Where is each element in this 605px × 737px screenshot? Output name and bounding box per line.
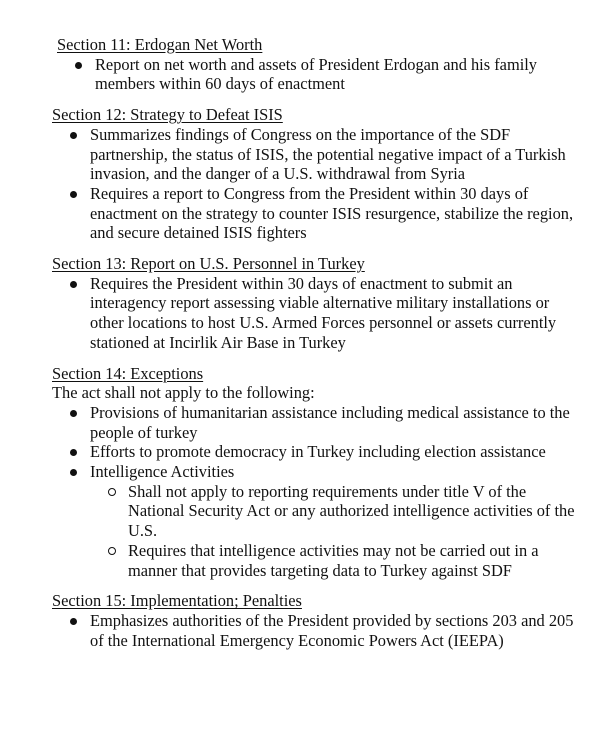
bullet-list bbox=[57, 55, 585, 94]
section-heading: Section 12: Strategy to Defeat ISIS bbox=[52, 105, 283, 125]
bullet-icon bbox=[70, 618, 77, 625]
list-item bbox=[90, 462, 585, 580]
sub-list-item-text: Requires that intelligence activities may not be carried out in a manner that provides targeting data to Turkey against SDF bbox=[128, 540, 539, 580]
section-15 bbox=[0, 591, 605, 650]
sub-bullet-list bbox=[90, 482, 585, 581]
list-item bbox=[90, 611, 585, 650]
document-page bbox=[0, 35, 605, 650]
list-item-text: Requires the President within 30 days of enactment to submit an interagency report assessing viable alternative military installations or other locations to host U.S. Armed Forces personnel or assets currently stationed at Incirlik Air Base in Turkey bbox=[90, 273, 557, 352]
bullet-list bbox=[52, 611, 585, 650]
list-item bbox=[90, 442, 585, 462]
list-item-text: Efforts to promote democracy in Turkey including election assistance bbox=[90, 442, 546, 462]
list-item-text: Report on net worth and assets of President Erdogan and his family members within 60 days of enactment bbox=[95, 54, 538, 94]
list-item bbox=[90, 125, 585, 184]
bullet-list bbox=[52, 274, 585, 353]
sub-list-item bbox=[128, 541, 585, 580]
bullet-icon bbox=[70, 191, 77, 198]
section-heading: Section 15: Implementation; Penalties bbox=[52, 591, 302, 611]
bullet-list bbox=[52, 403, 585, 580]
bullet-icon bbox=[70, 132, 77, 139]
bullet-icon bbox=[70, 410, 77, 417]
list-item bbox=[95, 55, 585, 94]
list-item bbox=[90, 274, 585, 353]
sub-list-item-text: Shall not apply to reporting requirements under title V of the National Security Act or any authorized intelligence activities of the U.S. bbox=[128, 481, 575, 541]
list-item-text: Requires a report to Congress from the President within 30 days of enactment on the strategy to counter ISIS resurgence, stabilize the region, and secure detained ISIS fighters bbox=[90, 183, 574, 243]
section-12 bbox=[0, 105, 605, 243]
bullet-icon bbox=[70, 449, 77, 456]
bullet-icon bbox=[70, 469, 77, 476]
list-item bbox=[90, 184, 585, 243]
bullet-icon bbox=[75, 62, 82, 69]
section-13 bbox=[0, 254, 605, 353]
section-intro: The act shall not apply to the following: bbox=[52, 383, 315, 403]
section-heading: Section 13: Report on U.S. Personnel in Turkey bbox=[52, 254, 365, 274]
section-11 bbox=[0, 35, 605, 94]
list-item-text: Emphasizes authorities of the President provided by sections 203 and 205 of the International Emergency Economic Powers Act (IEEPA) bbox=[90, 610, 574, 650]
sub-list-item bbox=[128, 482, 585, 541]
section-14 bbox=[0, 364, 605, 581]
list-item-text: Provisions of humanitarian assistance including medical assistance to the people of turkey bbox=[90, 402, 570, 442]
section-heading: Section 14: Exceptions bbox=[52, 363, 204, 383]
bullet-icon bbox=[70, 281, 77, 288]
list-item-text: Intelligence Activities bbox=[90, 462, 235, 482]
hollow-bullet-icon bbox=[108, 547, 116, 555]
list-item bbox=[90, 403, 585, 442]
bullet-list bbox=[52, 125, 585, 243]
section-heading: Section 11: Erdogan Net Worth bbox=[57, 35, 263, 54]
hollow-bullet-icon bbox=[108, 488, 116, 496]
list-item-text: Summarizes findings of Congress on the importance of the SDF partnership, the status of ISIS, the potential negative impact of a Turkish invasion, and the danger of a U.S. withdrawal from Syria bbox=[90, 124, 566, 184]
